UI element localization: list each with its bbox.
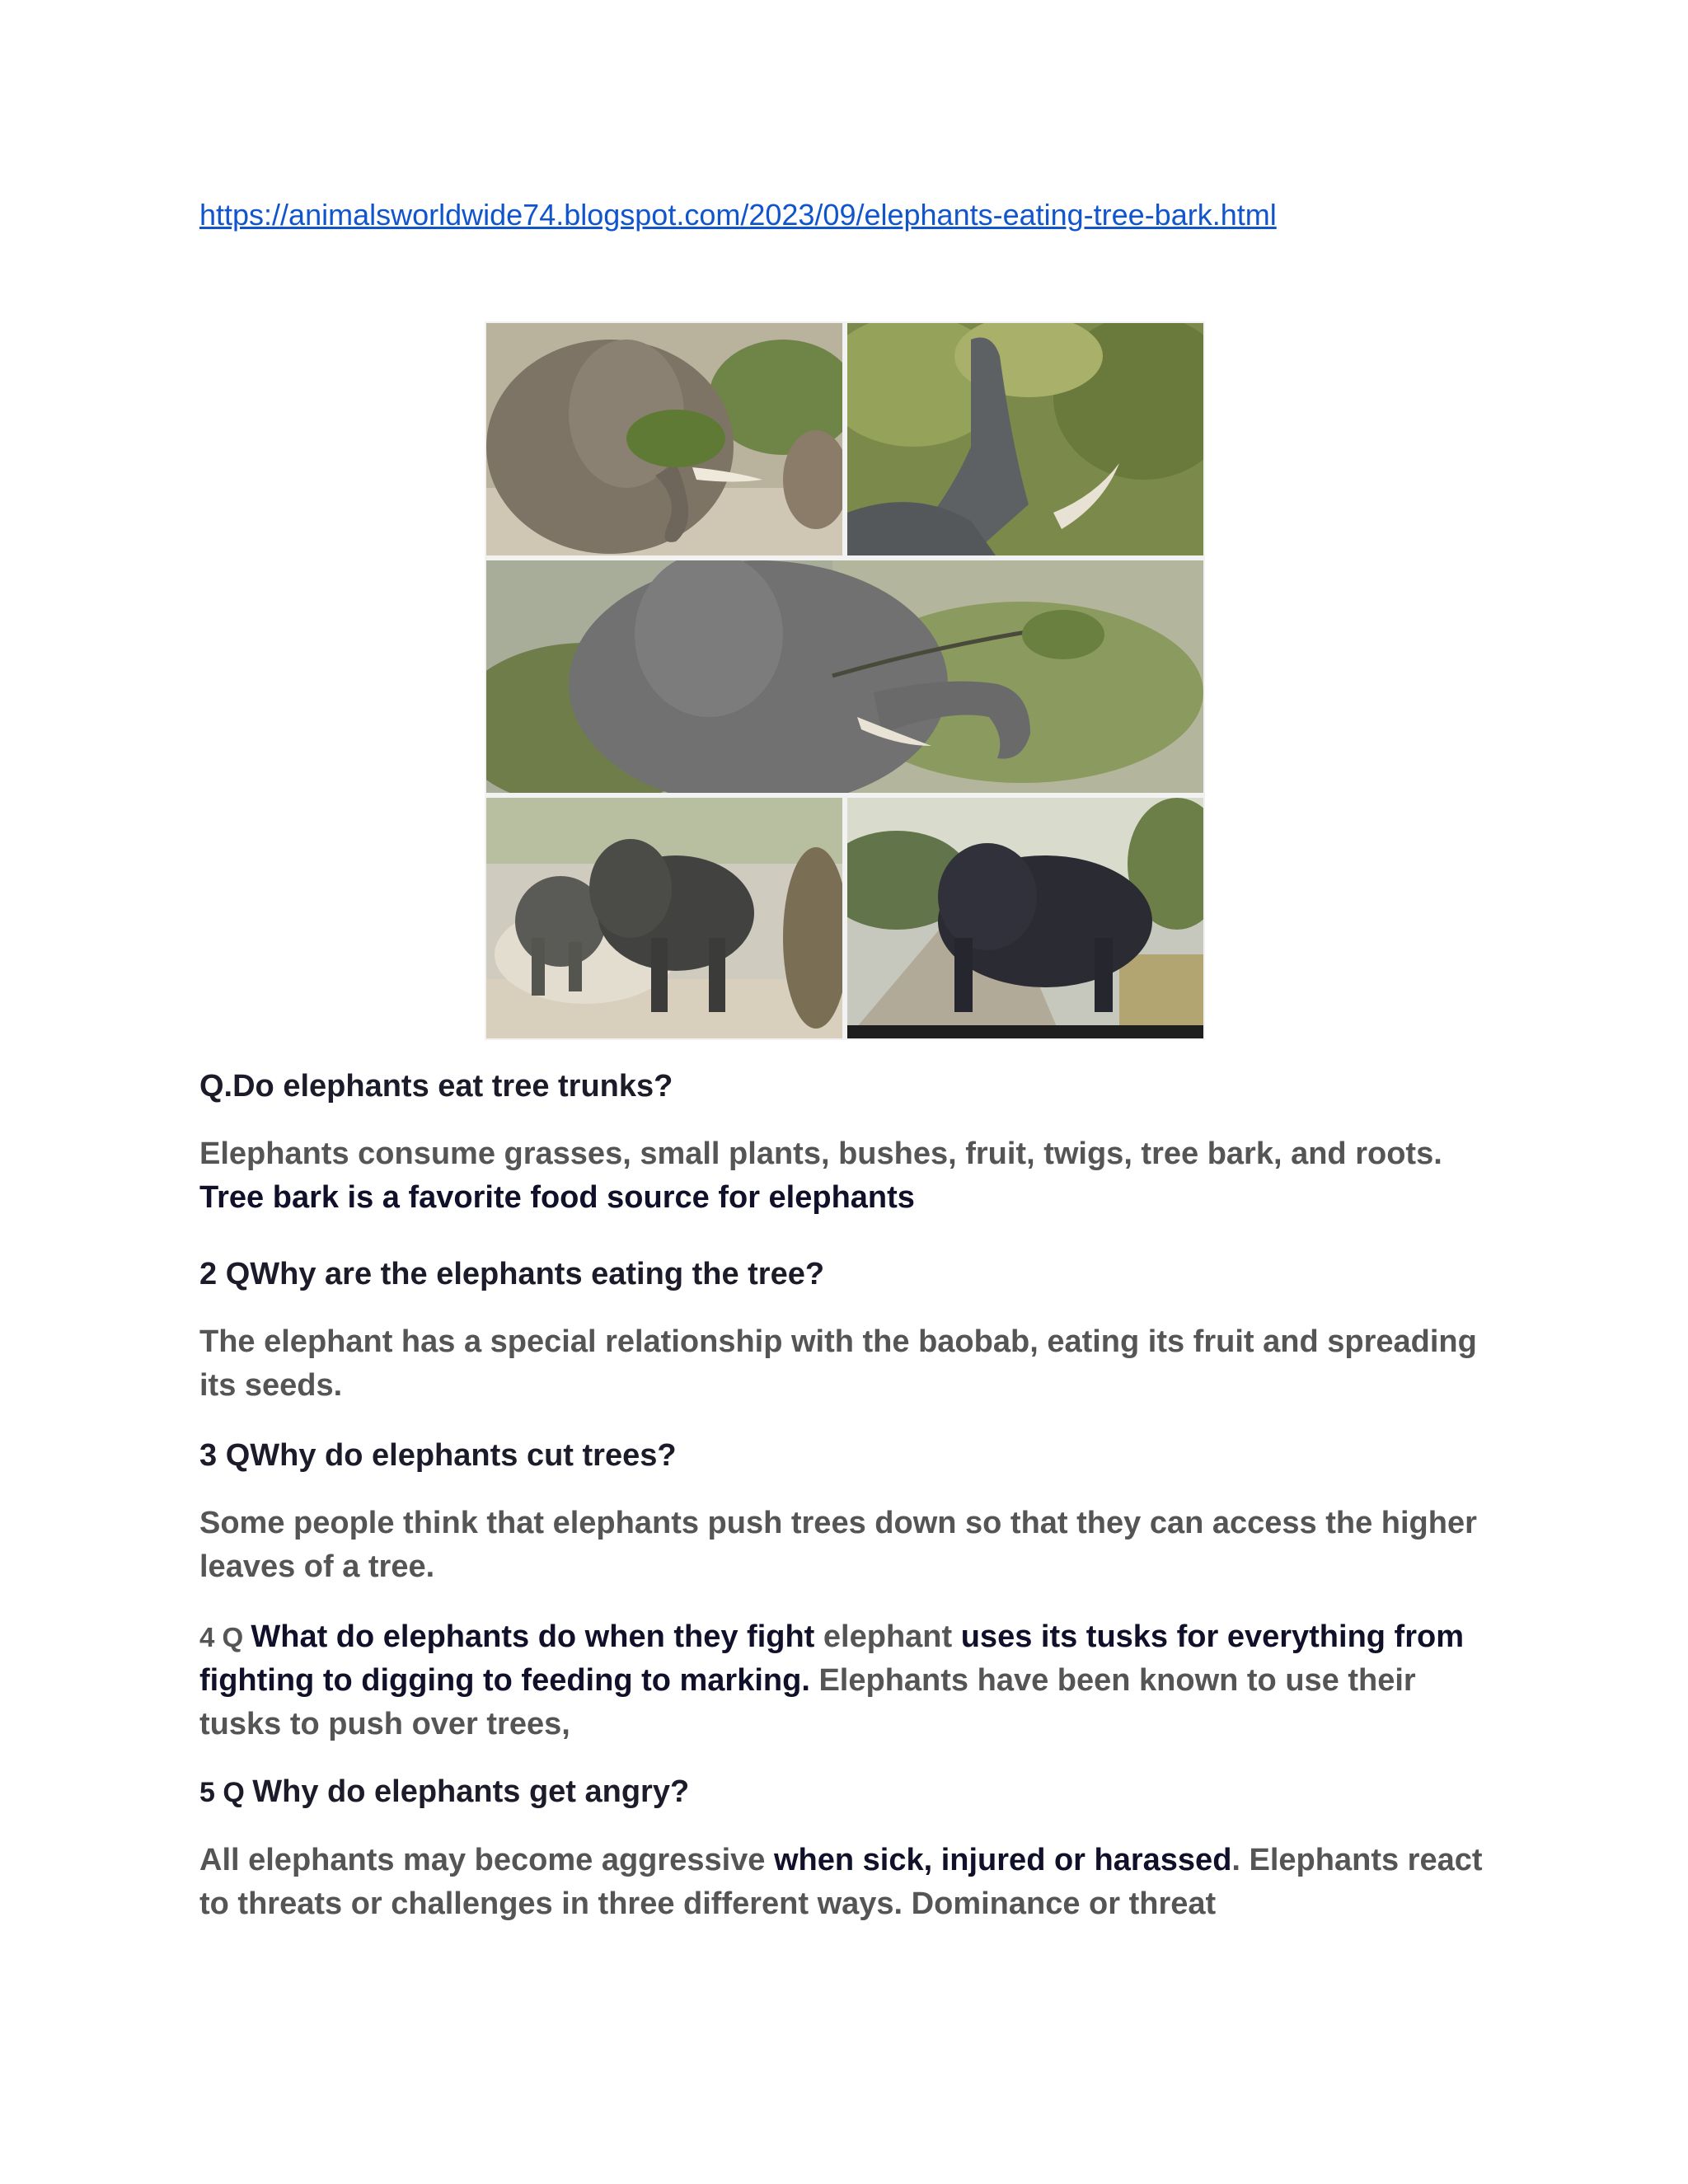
qa-item-4 [199,1615,1502,1746]
elephant-reaching-branch-photo [486,560,1203,793]
question-4-paragraph [199,1615,1502,1746]
answer-5-highlight: when sick, injured or harassed [773,1843,1232,1877]
elephant-photo-collage [485,321,1205,1040]
qa-item-3 [199,1434,1502,1589]
qa-item-2 [199,1253,1502,1408]
elephant-eating-leaves-photo [486,323,842,555]
answer-4-highlight: uses its tusks for everything from fighting to digging to feeding to marking. [199,1619,1465,1698]
source-link[interactable]: https://animalsworldwide74.blogspot.com/2023/09/elephants-eating-tree-bark.html [199,198,1277,232]
question-1: Q.Do elephants eat tree trunks? [199,1069,673,1104]
question-2: 2 QWhy are the elephants eating the tree? [199,1257,825,1291]
answer-1 [199,1132,1502,1220]
elephant-trunk-raised-photo [847,323,1203,555]
answer-3: Some people think that elephants push trees down so that they can access the higher leaves of a tree. [199,1506,1477,1584]
question-5-number: 5 Q [199,1777,253,1808]
question-5 [199,1770,1502,1814]
question-4-number: 4 Q [199,1622,251,1652]
elephants-fighting-photo [486,798,842,1038]
qa-item-5 [199,1770,1502,1926]
question-5-text: Why do elephants get angry? [252,1774,690,1809]
answer-5-text-a: All elephants may become aggressive [199,1843,774,1877]
question-4-text: What do elephants do when they fight [251,1619,823,1654]
answer-5 [199,1839,1502,1926]
answer-1-highlight: Tree bark is a favorite food source for elephants [199,1180,915,1215]
answer-1-text: Elephants consume grasses, small plants, bushes, fruit, twigs, tree bark, and roots. [199,1137,1442,1171]
qa-item-1 [199,1065,1502,1220]
answer-2: The elephant has a special relationship with the baobab, eating its fruit and spreading its seeds. [199,1324,1477,1403]
question-3: 3 QWhy do elephants cut trees? [199,1438,677,1473]
question-4-grey-word: elephant [823,1619,961,1654]
answer-5-text-b: . Elephants react to threats or challenges in three different ways. Dominance or threat [199,1843,1483,1921]
elephant-on-road-photo [847,798,1203,1038]
answer-4-text: Elephants have been known to use their tusks to push over trees, [199,1663,1416,1741]
